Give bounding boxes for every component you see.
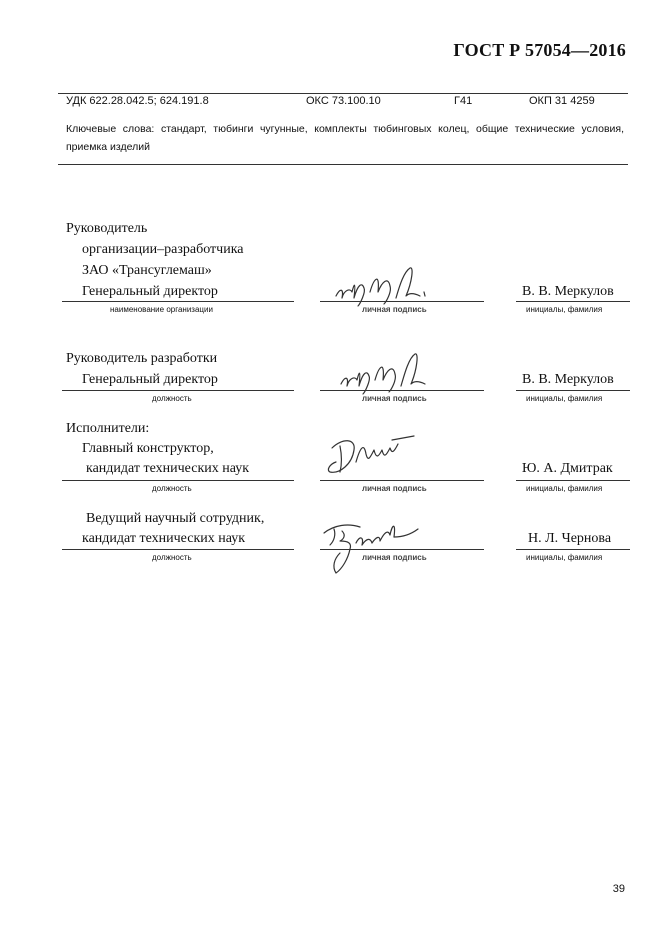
- dev-head-left-rule: [62, 390, 294, 391]
- okp-code: ОКП 31 4259: [529, 95, 595, 107]
- performer2-line2: кандидат технических наук: [82, 531, 246, 546]
- signature-merkulov-2: [335, 350, 435, 396]
- performer1-cap-right: инициалы, фамилия: [526, 484, 603, 493]
- org-head-name: В. В. Меркулов: [522, 284, 614, 299]
- dev-head-cap-right: инициалы, фамилия: [526, 394, 603, 403]
- dev-head-name: В. В. Меркулов: [522, 372, 614, 387]
- performer1-left-rule: [62, 480, 294, 481]
- performer1-cap-mid: личная подпись: [362, 484, 427, 493]
- performer2-left-rule: [62, 549, 294, 550]
- keywords: Ключевые слова: стандарт, тюбинги чугунные, комплекты тюбинговых колец, общие технические условия, приемка изделий: [66, 123, 624, 153]
- performer2-right-rule: [516, 549, 630, 550]
- performer1-mid-rule: [320, 480, 484, 481]
- org-head-line2: организации–разработчика: [82, 242, 244, 257]
- dev-head-line1: Руководитель разработки: [66, 351, 218, 366]
- performer1-cap-left: должность: [152, 484, 192, 493]
- dev-head-position: Генеральный директор: [82, 372, 218, 387]
- performer2-cap-left: должность: [152, 553, 192, 562]
- signature-dmitrak: [322, 428, 422, 478]
- org-head-cap-left: наименование организации: [110, 305, 213, 314]
- signature-merkulov-1: [330, 262, 440, 308]
- org-head-right-rule: [516, 301, 630, 302]
- performer1-name: Ю. А. Дмитрак: [522, 461, 613, 476]
- org-head-line1: Руководитель: [66, 221, 148, 236]
- performer1-line2: кандидат технических наук: [86, 461, 250, 476]
- performer2-name: Н. Л. Чернова: [528, 531, 612, 546]
- org-head-line3: ЗАО «Трансуглемаш»: [82, 263, 212, 278]
- org-head-cap-mid: личная подпись: [362, 305, 427, 314]
- oks-code: ОКС 73.100.10: [306, 95, 381, 107]
- performers-label: Исполнители:: [66, 421, 150, 436]
- performer1-line1: Главный конструктор,: [82, 441, 214, 456]
- org-head-cap-right: инициалы, фамилия: [526, 305, 603, 314]
- group-code: Г41: [454, 95, 473, 107]
- dev-head-cap-left: должность: [152, 394, 192, 403]
- keywords-rule: [58, 164, 628, 165]
- page-number: 39: [612, 883, 625, 895]
- udk-code: УДК 622.28.042.5; 624.191.8: [66, 95, 209, 107]
- performer2-cap-mid: личная подпись: [362, 553, 427, 562]
- performer1-right-rule: [516, 480, 630, 481]
- org-head-left-rule: [62, 301, 294, 302]
- performer2-cap-right: инициалы, фамилия: [526, 553, 603, 562]
- dev-head-right-rule: [516, 390, 630, 391]
- top-rule: [58, 93, 628, 94]
- dev-head-cap-mid: личная подпись: [362, 394, 427, 403]
- performer2-line1: Ведущий научный сотрудник,: [86, 511, 265, 526]
- signature-chernova: [320, 515, 430, 577]
- org-head-position: Генеральный директор: [82, 284, 218, 299]
- standard-number: ГОСТ Р 57054—2016: [453, 40, 626, 60]
